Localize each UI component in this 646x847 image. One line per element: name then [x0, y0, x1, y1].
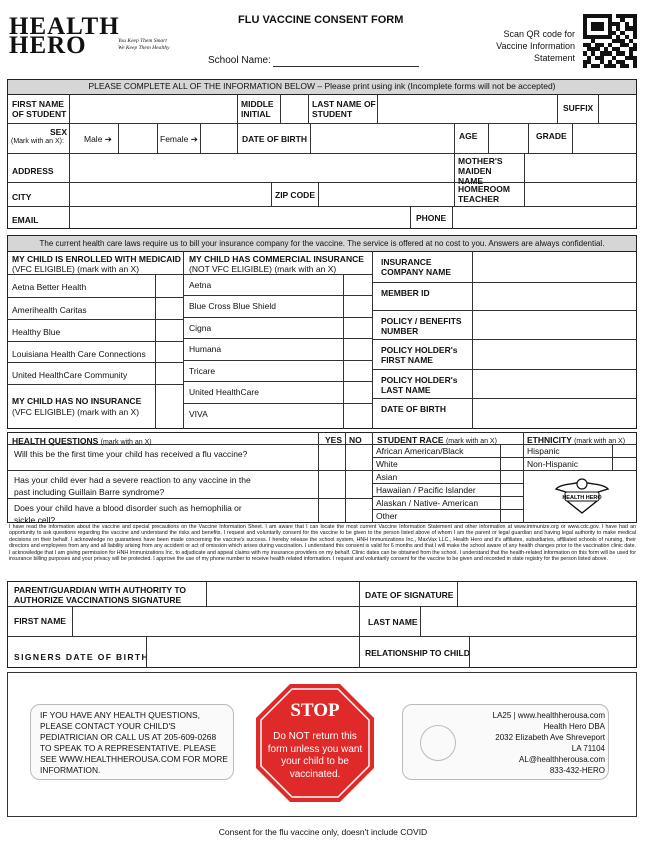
- qr-caption-3: Statement: [533, 53, 575, 63]
- sex-hint: (Mark with an X):: [11, 138, 64, 145]
- commercial-plan-checkbox[interactable]: [346, 276, 370, 293]
- insurance-field-input[interactable]: [476, 312, 634, 337]
- race-option-label: Other: [376, 511, 398, 521]
- guardian-signature-label: PARENT/GUARDIAN WITH AUTHORITY TO AUTHORIZE VACCINATIONS SIGNATURE: [14, 585, 187, 605]
- suffix-label: SUFFIX: [563, 103, 594, 113]
- commercial-plan-checkbox[interactable]: [346, 297, 370, 314]
- first-name-label: FIRST NAME OF STUDENT: [12, 99, 67, 119]
- insurance-field-input[interactable]: [476, 341, 634, 367]
- commercial-plan-label: Tricare: [189, 366, 216, 376]
- health-question: Does your child have a blood disorder such as hemophilia or sickle cell?: [14, 503, 242, 525]
- yes-header: YES: [325, 435, 343, 445]
- last-name-label: LAST NAME OF STUDENT: [312, 99, 376, 119]
- medicaid-plan-label: United HealthCare Community: [12, 370, 128, 380]
- commercial-plan-label: United HealthCare: [189, 387, 259, 397]
- no-header: NO: [349, 435, 362, 445]
- first-name-field[interactable]: [78, 98, 234, 120]
- race-option-checkbox[interactable]: [502, 471, 521, 482]
- male-checkbox[interactable]: [121, 126, 155, 150]
- qr-caption: [480, 28, 575, 64]
- commercial-plan-label: Blue Cross Blue Shield: [189, 301, 276, 311]
- contact-line: LA25 | www.healthherousa.com: [492, 711, 605, 720]
- medicaid-subtitle: (VFC ELIGIBLE) (mark with an X): [12, 264, 140, 274]
- race-option-label: White: [376, 459, 398, 469]
- qr-caption-1: Scan QR code for: [503, 29, 575, 39]
- school-name-line[interactable]: [273, 66, 419, 67]
- qr-code-icon[interactable]: [583, 14, 637, 68]
- insurance-notice: The current health care laws require us to bill your insurance company for the vaccine. The service is offered at no cost to you. Answers are always confidential.: [8, 236, 636, 252]
- insurance-field-input[interactable]: [476, 371, 634, 396]
- health-no-checkbox[interactable]: [347, 472, 370, 496]
- medicaid-plan-checkbox[interactable]: [158, 321, 181, 339]
- commercial-plan-checkbox[interactable]: [346, 319, 370, 336]
- insurance-field-label: INSURANCE COMPANY NAME: [381, 257, 452, 277]
- dob-label: DATE OF BIRTH: [242, 134, 308, 144]
- contact-info: [455, 710, 605, 776]
- last-name-field[interactable]: [380, 98, 554, 120]
- health-title: HEALTH QUESTIONS (mark with an X): [12, 436, 152, 446]
- no-insurance-subtitle: (VFC ELIGIBLE) (mark with an X): [12, 407, 140, 417]
- grade-label: GRADE: [536, 131, 567, 141]
- logo-line-2: HERO: [9, 32, 87, 59]
- insurance-field-label: DATE OF BIRTH: [381, 404, 447, 414]
- medicaid-plan-checkbox[interactable]: [158, 276, 181, 294]
- medicaid-plan-checkbox[interactable]: [158, 299, 181, 317]
- homeroom-label: HOMEROOM TEACHER: [458, 184, 510, 204]
- insurance-field-label: MEMBER ID: [381, 288, 430, 298]
- health-yes-checkbox[interactable]: [320, 446, 343, 468]
- logo-tagline-2: We Keep Them Healthy: [118, 45, 170, 51]
- health-hero-badge-icon: [551, 475, 613, 515]
- insurance-field-label: POLICY HOLDER's FIRST NAME: [381, 345, 458, 365]
- insurance-field-label: POLICY / BENEFITS NUMBER: [381, 316, 462, 336]
- logo-line-1: HEALTH: [9, 13, 120, 40]
- race-title: STUDENT RACE (mark with an X): [377, 435, 497, 445]
- guardian-signature-field[interactable]: [210, 583, 355, 604]
- middle-initial-label: MIDDLE INITIAL: [241, 99, 274, 119]
- contact-line: AL@healthherousa.com: [519, 755, 605, 764]
- race-option-checkbox[interactable]: [502, 484, 521, 495]
- male-label: Male ➔: [84, 134, 112, 144]
- commercial-plan-label: Humana: [189, 344, 222, 354]
- medicaid-title: MY CHILD IS ENROLLED WITH MEDICAID: [12, 254, 181, 264]
- help-text: IF YOU HAVE ANY HEALTH QUESTIONS, PLEASE CONTACT YOUR CHILD'S PEDIATRICIAN OR CALL US AT 205-609-0268 TO SPEAK TO A REPRESENTATIVE. PLEASE SEE WWW.HEALTHHEROUSA.COM FOR MORE INFORMATION.: [40, 710, 228, 775]
- stop-text: Do NOT return this form unless you want your child to be vaccinated.: [267, 731, 363, 780]
- health-yes-checkbox[interactable]: [320, 500, 343, 521]
- badge-text: HEALTH HERO: [562, 495, 602, 501]
- sex-label: SEX: [50, 127, 68, 137]
- school-name-label: School Name:: [208, 55, 271, 66]
- ethnicity-option-label: Hispanic: [527, 446, 560, 456]
- contact-line: 2032 Elizabeth Ave Shreveport: [495, 733, 605, 742]
- relationship-label: RELATIONSHIP TO CHILD: [365, 648, 470, 658]
- city-label: CITY: [12, 192, 32, 202]
- medicaid-plan-checkbox[interactable]: [158, 364, 181, 382]
- race-option-checkbox[interactable]: [502, 445, 521, 456]
- race-option-label: Alaskan / Native- American: [376, 498, 479, 508]
- medicaid-plan-label: Aetna Better Health: [12, 282, 87, 292]
- race-option-label: African American/Black: [376, 446, 464, 456]
- medicaid-plan-label: Amerihealth Caritas: [12, 305, 87, 315]
- ethnicity-title: ETHNICITY (mark with an X): [527, 435, 626, 445]
- commercial-plan-label: VIVA: [189, 409, 208, 419]
- email-label: EMAIL: [12, 215, 39, 225]
- contact-line: 833-432-HERO: [549, 766, 605, 775]
- signer-last-name-label: LAST NAME: [368, 617, 418, 627]
- health-no-checkbox[interactable]: [347, 500, 370, 521]
- no-insurance-title: MY CHILD HAS NO INSURANCE: [12, 396, 142, 406]
- medicaid-plan-label: Healthy Blue: [12, 327, 61, 337]
- commercial-plan-label: Aetna: [189, 280, 212, 290]
- medicaid-plan-label: Louisiana Health Care Connections: [12, 349, 146, 359]
- commercial-plan-checkbox[interactable]: [346, 405, 370, 422]
- signers-dob-label: SIGNERS DATE OF BIRTH: [14, 652, 150, 662]
- female-checkbox[interactable]: [202, 126, 236, 150]
- consent-legal-text: I have read the information about the vaccine and special precautions on the Vaccine Information Sheet. I am aware that I can locate the most current Vaccine Information Statement and other information at www.immunize.org or www.cdc.gov. I have had an opportunity to ask questions regarding the vaccine and understand the risks and benefits. I request and voluntarily consent for the vaccine to be given to the person listed above of whom I am the parent or legal guardian and having legal authority to make medical decisions on their behalf. I acknowledge no guarantees have been made concerning the vaccine's success. I hereby release the school system, HNH Immunizations Inc., MaxVax LLC., Health Hero and it's affiliates, subsidiaries, affiliated schools of nursing, their directors and employees from any and all liability arising from any accident or act of omission which arises during vaccination. I understand this consent is valid for 6 months and that I will make the school aware of any health changes prior to the vaccination clinic date. I acknowledge that I am giving permission for HNH Immunizations Inc. to adjudicate and appeal claims with my insurance providers on my behalf. Clinic dates can be obtained from the school. I understand that the health-related information on this form will be used for insurance billing purposes and your privacy will be protected. I approve the use of my phone number to receive health related information. I request and voluntarily consent for the vaccine to be given and recorded in state registry for the person listed above.: [9, 524, 636, 563]
- insurance-field-label: POLICY HOLDER's LAST NAME: [381, 375, 458, 395]
- zip-label: ZIP CODE: [275, 190, 315, 200]
- logo-tagline-1: You Keep Them Smart: [118, 38, 167, 44]
- insurance-field-input[interactable]: [476, 284, 634, 308]
- address-label: ADDRESS: [12, 166, 54, 176]
- date-of-signature-label: DATE OF SIGNATURE: [365, 590, 454, 600]
- phone-label: PHONE: [416, 213, 447, 223]
- footer-note: Consent for the flu vaccine only, doesn't include COVID: [218, 827, 428, 837]
- health-question: Will this be the first time your child has received a flu vaccine?: [14, 449, 248, 459]
- health-yes-checkbox[interactable]: [320, 472, 343, 496]
- insurance-field-input[interactable]: [476, 253, 634, 280]
- female-label: Female ➔: [160, 134, 198, 144]
- ethnicity-option-label: Non-Hispanic: [527, 459, 579, 469]
- qr-caption-2: Vaccine Information: [496, 41, 575, 51]
- race-option-checkbox[interactable]: [502, 510, 521, 521]
- commercial-plan-label: Cigna: [189, 323, 212, 333]
- commercial-plan-checkbox[interactable]: [346, 383, 370, 400]
- race-option-checkbox[interactable]: [502, 458, 521, 469]
- contact-line: Health Hero DBA: [543, 722, 605, 731]
- commercial-subtitle: (NOT VFC ELIGIBLE) (mark with an X): [189, 264, 337, 274]
- commercial-plan-checkbox[interactable]: [346, 340, 370, 357]
- commercial-plan-checkbox[interactable]: [346, 362, 370, 379]
- age-label: AGE: [459, 131, 478, 141]
- form-title: FLU VACCINE CONSENT FORM: [238, 14, 404, 26]
- no-insurance-checkbox[interactable]: [158, 388, 181, 426]
- race-option-label: Hawaiian / Pacific Islander: [376, 485, 476, 495]
- mother-maiden-label: MOTHER'S MAIDEN NAME: [458, 156, 503, 186]
- health-no-checkbox[interactable]: [347, 446, 370, 468]
- medicaid-plan-checkbox[interactable]: [158, 343, 181, 361]
- contact-line: LA 71104: [571, 744, 605, 753]
- race-option-checkbox[interactable]: [502, 497, 521, 508]
- student-instructions: PLEASE COMPLETE ALL OF THE INFORMATION BELOW – Please print using ink (Incomplete forms will not be accepted): [8, 80, 636, 95]
- commercial-title: MY CHILD HAS COMMERCIAL INSURANCE: [189, 254, 364, 264]
- stop-title: STOP: [290, 700, 340, 721]
- race-option-label: Asian: [376, 472, 398, 482]
- hnh-seal-icon: [420, 725, 456, 761]
- health-question: Has your child ever had a severe reaction to any vaccine in the past including Guillain Barre syndrome?: [14, 475, 251, 497]
- insurance-field-input[interactable]: [476, 400, 634, 427]
- signer-first-name-label: FIRST NAME: [14, 616, 66, 626]
- ethnicity-option-checkbox[interactable]: [614, 445, 635, 456]
- ethnicity-option-checkbox[interactable]: [614, 458, 635, 469]
